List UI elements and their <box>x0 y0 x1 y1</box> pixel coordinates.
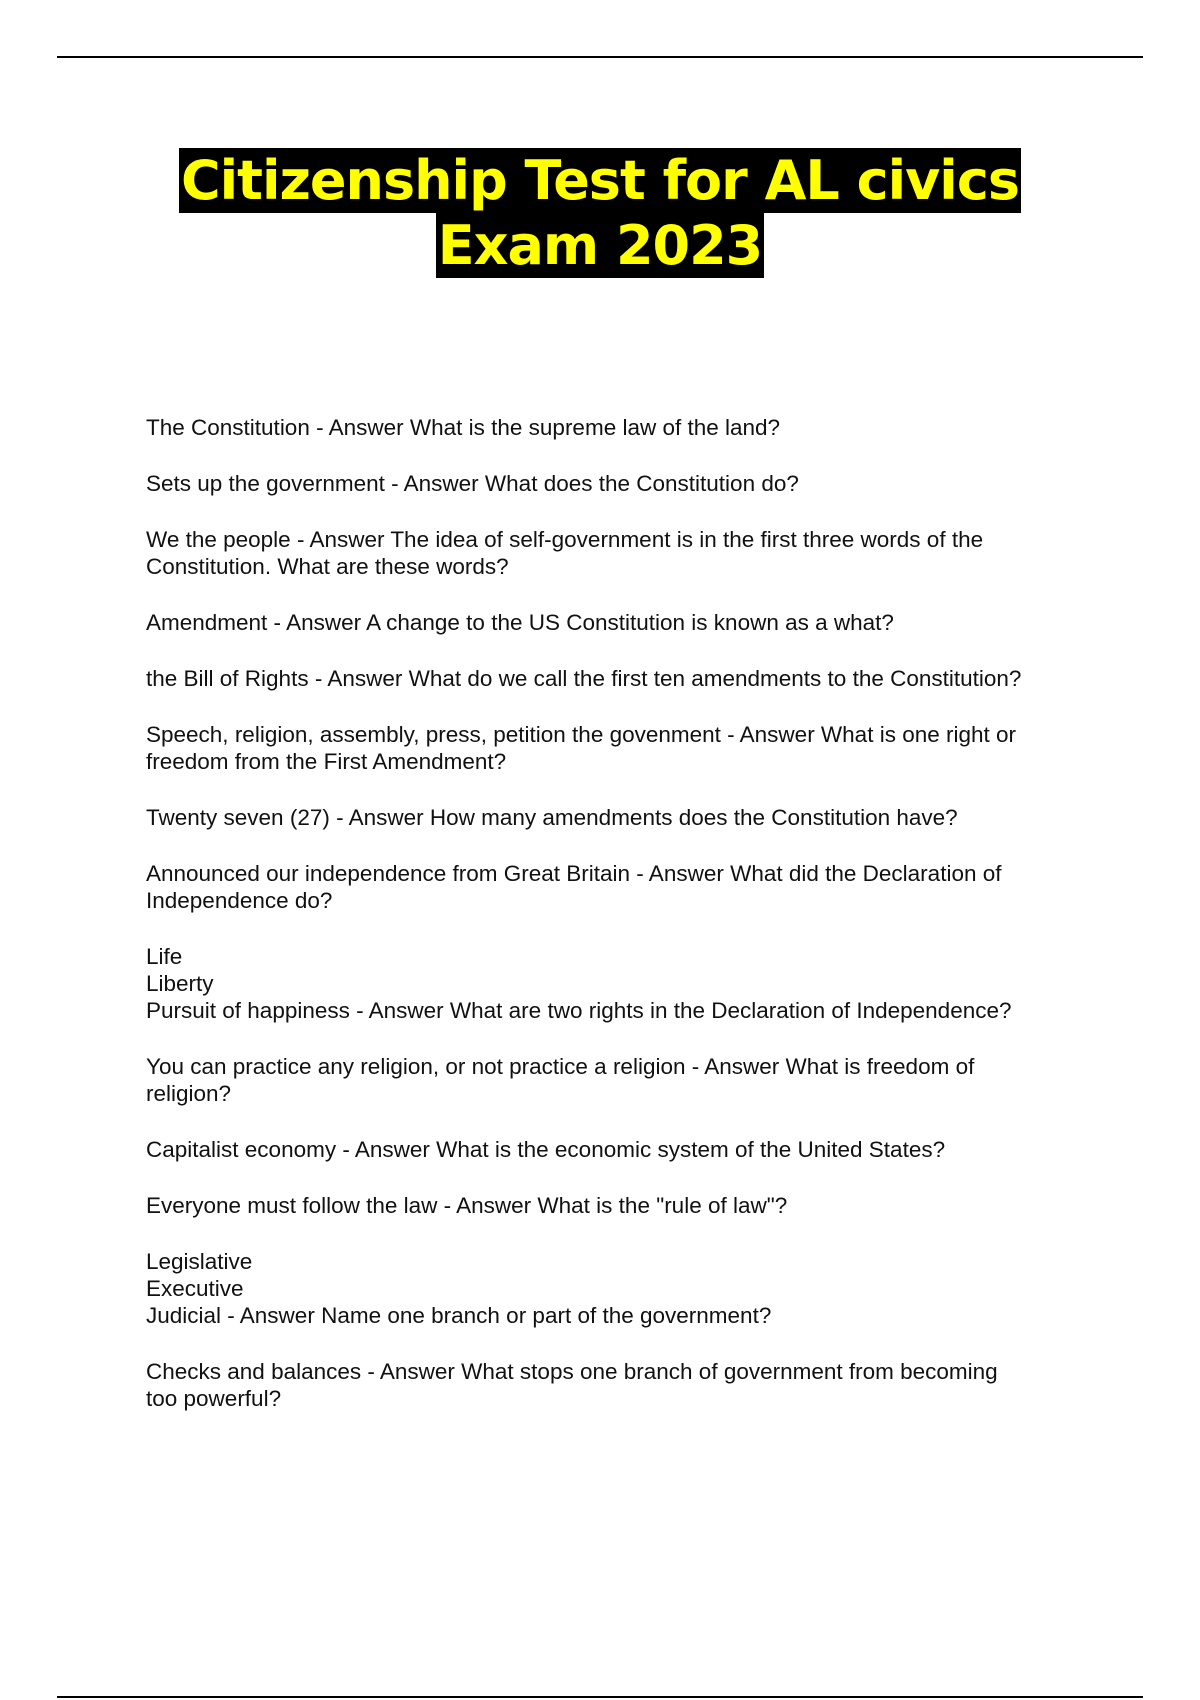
qa-item <box>146 1248 1106 1329</box>
qa-line: too powerful? <box>146 1386 282 1411</box>
qa-item <box>146 1053 1106 1107</box>
qa-line: Capitalist economy - Answer What is the economic system of the United States? <box>146 1137 946 1162</box>
qa-line: Amendment - Answer A change to the US Constitution is known as a what? <box>146 610 894 635</box>
qa-line: We the people - Answer The idea of self-government is in the first three words of the <box>146 527 984 552</box>
document-title <box>0 148 1200 278</box>
qa-item <box>146 1358 1106 1412</box>
qa-line: freedom from the First Amendment? <box>146 749 507 774</box>
qa-item <box>146 1192 1106 1219</box>
title-line-1: Citizenship Test for AL civics <box>181 149 1019 212</box>
qa-line: Sets up the government - Answer What does the Constitution do? <box>146 471 799 496</box>
qa-item <box>146 860 1106 914</box>
qa-line: Executive <box>146 1276 244 1301</box>
qa-line: Legislative <box>146 1249 253 1274</box>
question-answer-list <box>146 414 1106 1441</box>
bottom-rule <box>57 1696 1143 1698</box>
qa-item <box>146 721 1106 775</box>
qa-item <box>146 470 1106 497</box>
qa-line: Twenty seven (27) - Answer How many amendments does the Constitution have? <box>146 805 958 830</box>
qa-item <box>146 609 1106 636</box>
qa-item <box>146 804 1106 831</box>
qa-line: Checks and balances - Answer What stops one branch of government from becoming <box>146 1359 998 1384</box>
qa-line: The Constitution - Answer What is the supreme law of the land? <box>146 415 781 440</box>
qa-item <box>146 943 1106 1024</box>
qa-item <box>146 414 1106 441</box>
top-rule <box>57 56 1143 58</box>
qa-line: Independence do? <box>146 888 333 913</box>
qa-line: Announced our independence from Great Britain - Answer What did the Declaration of <box>146 861 1002 886</box>
qa-line: Everyone must follow the law - Answer What is the "rule of law"? <box>146 1193 788 1218</box>
qa-item <box>146 665 1106 692</box>
qa-line: Life <box>146 944 183 969</box>
qa-line: religion? <box>146 1081 232 1106</box>
qa-line: Liberty <box>146 971 214 996</box>
qa-item <box>146 526 1106 580</box>
title-line-2: Exam 2023 <box>437 214 763 277</box>
qa-line: the Bill of Rights - Answer What do we call the first ten amendments to the Constitution? <box>146 666 1022 691</box>
qa-line: Judicial - Answer Name one branch or part of the government? <box>146 1303 772 1328</box>
qa-line: Constitution. What are these words? <box>146 554 509 579</box>
qa-line: Pursuit of happiness - Answer What are two rights in the Declaration of Independence? <box>146 998 1012 1023</box>
qa-line: Speech, religion, assembly, press, petition the govenment - Answer What is one right or <box>146 722 1017 747</box>
qa-item <box>146 1136 1106 1163</box>
qa-line: You can practice any religion, or not practice a religion - Answer What is freedom of <box>146 1054 975 1079</box>
